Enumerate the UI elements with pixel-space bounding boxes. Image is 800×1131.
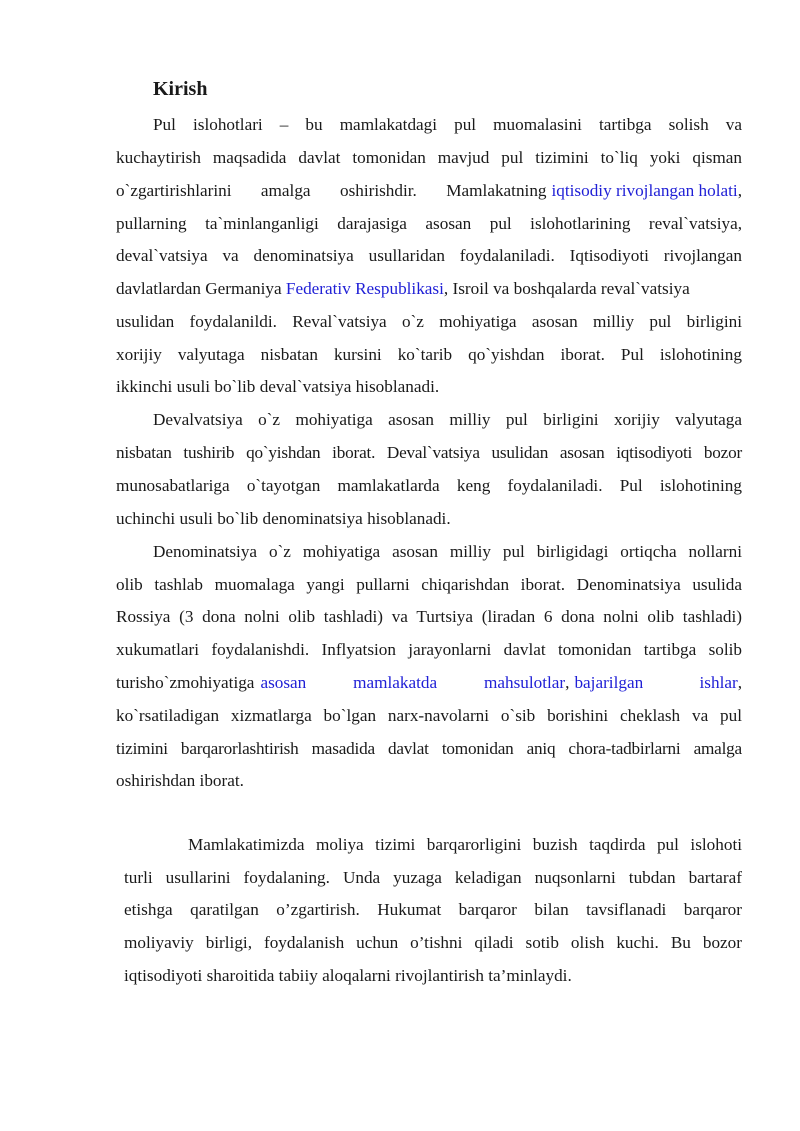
text-line: pullarning ta`minlanganligi darajasiga asosan pul islohotlarining reval`vatsiya, [116,214,742,233]
text-line: xukumatlari foydalanishdi. Inflyatsion jarayonlarni davlat tomonidan tartibga solib [116,640,742,659]
text-line: uchinchi usuli bo`lib denominatsiya hisoblanadi. [116,509,451,528]
text-line: Devalvatsiya o`z mohiyatiga asosan milliy pul birligini xorijiy valyutaga [153,410,742,429]
text-line: Rossiya (3 dona nolni olib tashladi) va Turtsiya (liradan 6 dona nolni olib tashladi) [116,607,742,626]
text-segment: mohiyatiga [177,673,255,692]
text-line [116,178,742,204]
hyperlink-bajarilgan-ishlar[interactable]: bajarilgan ishlar [574,673,738,692]
text-line: Pul islohotlari – bu mamlakatdagi pul muomalasini tartibga solish va [153,115,742,134]
hyperlink-iqtisodiy-rivojlangan-holati[interactable]: iqtisodiy rivojlangan holati [551,181,738,200]
text-segment: , [737,181,742,200]
text-line: turli usullarini foydalaning. Unda yuzaga keladigan nuqsonlarni tubdan bartaraf [124,868,742,887]
text-line: usulidan foydalanildi. Reval`vatsiya o`z mohiyatiga asosan milliy pul birligini [116,312,742,331]
text-segment: davlatlardan Germaniya [116,279,282,298]
text-line: nisbatan tushirib qo`yishdan iborat. Deval`vatsiya usulidan asosan iqtisodiyoti bozor [116,443,742,462]
text-line [116,276,742,302]
text-line: xorijiy valyutaga nisbatan kursini ko`tarib qo`yishdan iborat. Pul islohotining [116,345,742,364]
text-line: Mamlakatimizda moliya tizimi barqarorligini buzish taqdirda pul islohoti [188,835,742,854]
link-group [260,670,742,696]
text-line: oshirishdan iborat. [116,771,244,790]
text-line: ikkinchi usuli bo`lib deval`vatsiya hisoblanadi. [116,377,440,396]
text-line: ko`rsatiladigan xizmatlarga bo`lgan narx-navolarni o`sib borishini cheklash va pul [116,706,742,725]
text-segment: , Isroil va boshqalarda reval`vatsiya [443,279,690,298]
section-heading: Kirish [153,78,208,100]
hyperlink-federativ-respublikasi[interactable]: Federativ Respublikasi [285,279,444,298]
text-line: kuchaytirish maqsadida davlat tomonidan mavjud pul tizimini to`liq yoki qisman [116,148,742,167]
text-line: Denominatsiya o`z mohiyatiga asosan milliy pul birligidagi ortiqcha nollarni [153,542,742,561]
text-segment: turish [116,673,156,692]
text-segment: , [737,673,742,692]
text-segment: o`zgartirishlarini amalga oshirishdir. Mamlakatning [116,181,547,200]
text-line: deval`vatsiya va denominatsiya usullaridan foydalaniladi. Iqtisodiyoti rivojlangan [116,246,742,265]
text-line: tizimini barqarorlashtirish masadida davlat tomonidan aniq chora-tadbirlarni amalga [116,739,742,758]
text-line: moliyaviy birligi, foydalanish uchun o’tishni qiladi sotib olish kuchi. Bu bozor [124,933,742,952]
text-line [116,670,742,696]
text-segment: o`z [155,673,178,692]
text-segment: , [565,673,570,692]
text-line: etishga qaratilgan o’zgartirish. Hukumat barqaror bilan tavsiflanadi barqaror [124,900,742,919]
text-line: munosabatlariga o`tayotgan mamlakatlarda keng foydalaniladi. Pul islohotining [116,476,742,495]
text-line: olib tashlab muomalaga yangi pullarni chiqarishdan iborat. Denominatsiya usulida [116,575,742,594]
hyperlink-asosan-mamlakatda-mahsulotlar[interactable]: asosan mamlakatda mahsulotlar [260,673,566,692]
text-line: iqtisodiyoti sharoitida tabiiy aloqalarni rivojlantirish ta’minlaydi. [124,966,572,985]
